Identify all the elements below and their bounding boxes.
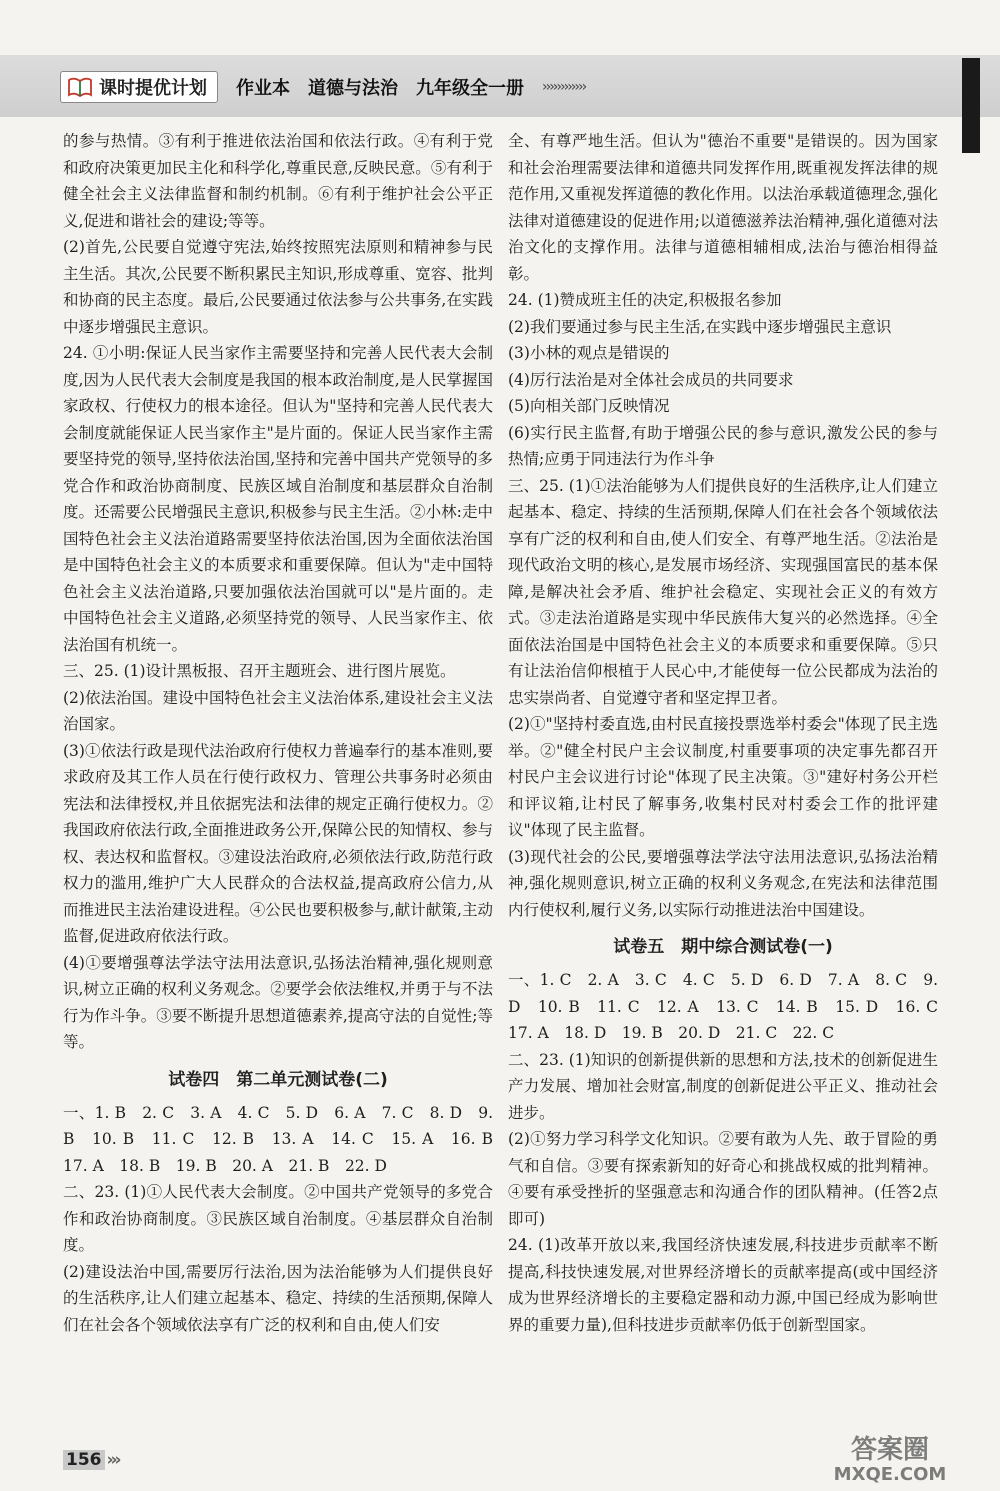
- paragraph: 一、1. B 2. C 3. A 4. C 5. D 6. A 7. C 8. D 9. B 10. B 11. C 12. B 13. A 14. C 15. A 16. B 17. A 18. B 19. B 20. A 21. B 22. D: [63, 1103, 509, 1175]
- svg-text:答案圈: 答案圈: [850, 1435, 930, 1465]
- paragraph: 的参与热情。③有利于推进依法治国和依法行政。④有利于党和政府决策更加民主化和科学化,尊重民意,反映民意。⑤有利于健全社会主义法律监督和制约机制。⑥有利于维护社会公平正义,促进和谐社会的建设;等等。: [63, 132, 493, 230]
- page-number: [63, 1450, 119, 1470]
- paragraph: (3)现代社会的公民,要增强尊法学法守法用法意识,弘扬法治精神,强化规则意识,树立正确的权利义务观念,在宪法和法律范围内行使权利,履行义务,以实际行动推进法治中国建设。: [508, 847, 938, 919]
- paragraph: (5)向相关部门反映情况: [508, 397, 670, 415]
- paragraph: (2)依法治国。建设中国特色社会主义法治体系,建设社会主义法治国家。: [63, 688, 493, 733]
- series-logo: [60, 71, 218, 103]
- paragraph: (3)①依法行政是现代法治政府行使权力普遍奉行的基本准则,要求政府及其工作人员在行使行政权力、管理公共事务时必须由宪法和法律授权,并且依据宪法和法律的规定正确行使权力。②我国政府依法行政,全面推进政务公开,保障公民的知情权、参与权、表达权和监督权。③建设法治政府,必须依法行政,防范行政权力的滥用,维护广大人民群众的合法权益,提高政府公信力,从而推进民主法治建设进程。④公民也要积极参与,献计献策,主动监督,促进政府依法行政。: [63, 741, 493, 945]
- header-grade: 九年级全一册: [416, 78, 524, 99]
- page-edge-bar: [962, 58, 980, 153]
- watermark-logo: [800, 1428, 980, 1486]
- header-band: [60, 70, 585, 104]
- paragraph: (2)①努力学习科学文化知识。②要有敢为人先、敢于冒险的勇气和自信。③要有探索新知的好奇心和挑战权威的批判精神。④要有承受挫折的坚强意志和沟通合作的团队精神。(任答2点即可): [508, 1130, 938, 1228]
- paragraph: 24. ①小明:保证人民当家作主需要坚持和完善人民代表大会制度,因为人民代表大会制度是我国的根本政治制度,是人民掌握国家政权、行使权力的根本途径。但认为"坚持和完善人民代表大会制度就能保证人民当家作主"是片面的。保证人民当家作主需要坚持党的领导,坚持依法治国,坚持和完善中国共产党领导的多党合作和政治协商制度、民族区域自治制度和基层群众自治制度。还需要公民增强民主意识,积极参与民主生活。②小林:走中国特色社会主义法治道路需要坚持依法治国,因为全面依法治国是中国特色社会主义的本质要求和重要保障。但认为"走中国特色社会主义法治道路,只要加强依法治国就可以"是片面的。走中国特色社会主义道路,必须坚持党的领导、人民当家作主、依法治国有机统一。: [63, 344, 493, 654]
- page-number-text: 156: [63, 1450, 105, 1470]
- right-column: [508, 128, 954, 1338]
- paragraph: (2)①"坚持村委直选,由村民直接投票选举村委会"体现了民主选举。②"健全村民户主会议制度,村重要事项的决定事先都召开村民户主会议进行讨论"体现了民主决策。③"建好村务公开栏和评议箱,让村民了解事务,收集村民对村委会工作的批评建议"体现了民主监督。: [508, 715, 938, 839]
- header-chevrons: ››››››››››››: [542, 79, 586, 95]
- paragraph: (2)建设法治中国,需要厉行法治,因为法治能够为人们提供良好的生活秩序,让人们建立起基本、稳定、持续的生活预期,保障人们在社会各个领域依法享有广泛的权利和自由,使人们安: [63, 1262, 493, 1334]
- paragraph: (2)首先,公民要自觉遵守宪法,始终按照宪法原则和精神参与民主生活。其次,公民要不断积累民主知识,形成尊重、宽容、批判和协商的民主态度。最后,公民要通过依法参与公共事务,在实践中逐步增强民主意识。: [63, 238, 493, 336]
- paragraph: (6)实行民主监督,有助于增强公民的参与意识,激发公民的参与热情;应勇于同违法行为作斗争: [508, 423, 938, 468]
- paragraph: (2)我们要通过参与民主生活,在实践中逐步增强民主意识: [508, 317, 892, 336]
- paragraph: 二、23. (1)①人民代表大会制度。②中国共产党领导的多党合作和政治协商制度。③民族区域自治制度。④基层群众自治制度。: [63, 1183, 493, 1254]
- paragraph: (3)小林的观点是错误的: [508, 344, 670, 362]
- header-book-type: 作业本: [236, 78, 290, 99]
- header-subject: 道德与法治: [308, 78, 398, 99]
- chevron-right-icon: ›››: [106, 1450, 119, 1470]
- paragraph: 24. (1)改革开放以来,我国经济快速发展,科技进步贡献率不断提高,科技快速发展,对世界经济增长的贡献率提高(或中国经济成为世界经济增长的主要稳定器和动力源,中国已经成为影响世界的重要力量),但科技进步贡献率仍低于创新型国家。: [508, 1236, 938, 1334]
- paragraph: 二、23. (1)知识的创新提供新的思想和方法,技术的创新促进生产力发展、增加社会财富,制度的创新促进公平正义、推动社会进步。: [508, 1050, 938, 1122]
- left-column: [63, 128, 509, 1338]
- paragraph: 三、25. (1)①法治能够为人们提供良好的生活秩序,让人们建立起基本、稳定、持续的生活预期,保障人们在社会各个领域依法享有广泛的权利和自由,使人们安全、有尊严地生活。②法治是现代政治文明的核心,是发展市场经济、实现强国富民的基本保障,是解决社会矛盾、维护社会稳定、实现社会正义的有效方式。③走法治道路是实现中华民族伟大复兴的必然选择。④全面依法治国是中国特色社会主义的本质要求和重要保障。⑤只有让法治信仰根植于人民心中,才能使每一位公民都成为法治的忠实崇尚者、自觉遵守者和坚定捍卫者。: [508, 476, 938, 707]
- paragraph: 全、有尊严地生活。但认为"德治不重要"是错误的。因为国家和社会治理需要法律和道德共同发挥作用,既重视发挥法律的规范作用,又重视发挥道德的教化作用。以法治承载道德理念,强化法律对道德建设的促进作用;以道德滋养法治精神,强化道德对法治文化的支撑作用。法律与道德相辅相成,法治与德治相得益彰。: [508, 132, 938, 283]
- paragraph: 三、25. (1)设计黑板报、召开主题班会、进行图片展览。: [63, 662, 456, 680]
- section-title: 试卷五 期中综合测试卷(一): [613, 937, 833, 957]
- paragraph: (4)厉行法治是对全体社会成员的共同要求: [508, 370, 794, 389]
- logo-text: 课时提优计划: [99, 78, 207, 99]
- svg-text:MXQE.COM: MXQE.COM: [833, 1464, 947, 1485]
- book-icon: [67, 76, 93, 98]
- paragraph: 24. (1)赞成班主任的决定,积极报名参加: [508, 291, 782, 309]
- section-title: 试卷四 第二单元测试卷(二): [168, 1069, 388, 1090]
- paragraph: (4)①要增强尊法学法守法用法意识,弘扬法治精神,强化规则意识,树立正确的权利义务观念。②要学会依法维权,并勇于与不法行为作斗争。③要不断提升思想道德素养,提高守法的自觉性;等等。: [63, 953, 493, 1051]
- paragraph: 一、1. C 2. A 3. C 4. C 5. D 6. D 7. A 8. C 9. D 10. B 11. C 12. A 13. C 14. B 15. D 16. C 17. A 18. D 19. B 20. D 21. C 22. C: [508, 971, 954, 1042]
